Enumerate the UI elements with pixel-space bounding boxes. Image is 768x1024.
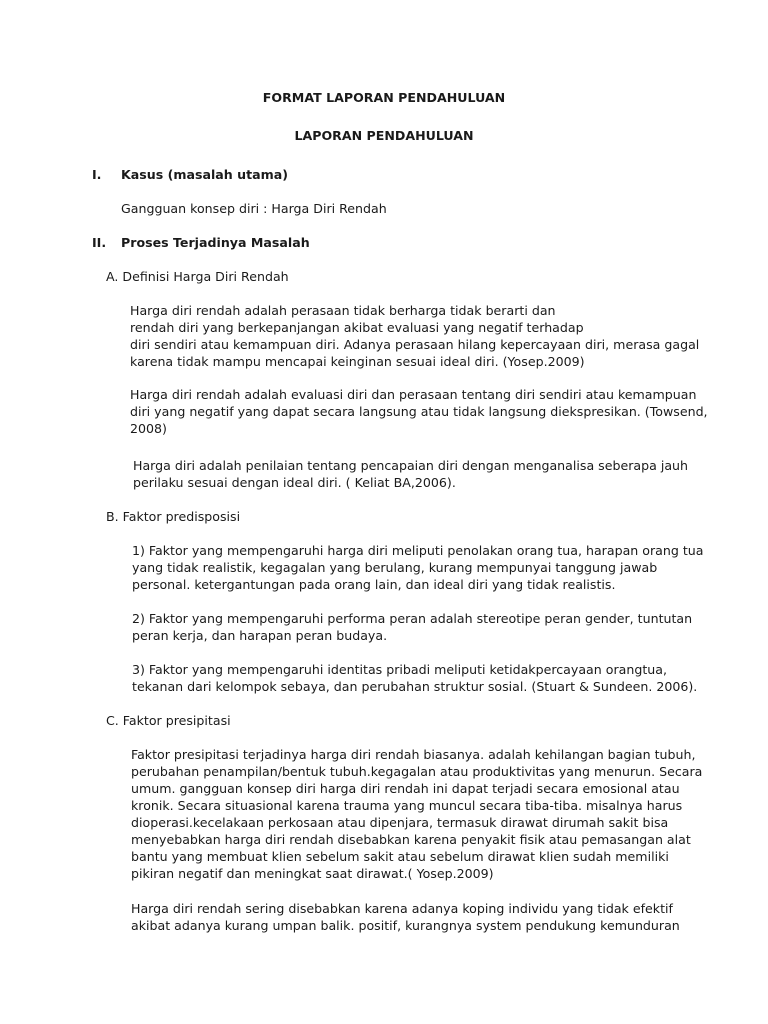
paragraph-line: Harga diri adalah penilaian tentang pencapaian diri dengan menganalisa seberapa jauh xyxy=(133,458,689,473)
paragraph-line: tekanan dari kelompok sebaya, dan perubahan struktur sosial. (Stuart & Sundeen. 2006). xyxy=(132,679,698,694)
section-2-number: II. xyxy=(92,235,107,250)
subsection-a-heading: A. Definisi Harga Diri Rendah xyxy=(106,269,289,284)
paragraph-line: Faktor presipitasi terjadinya harga diri rendah biasanya. adalah kehilangan bagian tubuh, xyxy=(131,747,696,762)
paragraph-line: perilaku sesuai dengan ideal diri. ( Keliat BA,2006). xyxy=(133,475,456,490)
paragraph-line: personal. ketergantungan pada orang lain, dan ideal diri yang tidak realistis. xyxy=(132,577,616,592)
section-1-number: I. xyxy=(92,167,102,182)
section-2-heading: Proses Terjadinya Masalah xyxy=(121,235,310,250)
paragraph-line: akibat adanya kurang umpan balik. positif, kurangnya system pendukung kemunduran xyxy=(131,918,680,933)
paragraph-line: yang tidak realistik, kegagalan yang berulang, kurang mempunyai tanggung jawab xyxy=(132,560,658,575)
paragraph-line: 1) Faktor yang mempengaruhi harga diri meliputi penolakan orang tua, harapan orang tua xyxy=(132,543,704,558)
document-subtitle: LAPORAN PENDAHULUAN xyxy=(294,128,474,143)
paragraph-line: diri yang negatif yang dapat secara langsung atau tidak langsung diekspresikan. (Towsend, xyxy=(130,404,708,419)
section-1-body: Gangguan konsep diri : Harga Diri Rendah xyxy=(121,201,387,216)
paragraph-line: umum. gangguan konsep diri harga diri rendah ini dapat terjadi secara emosional atau xyxy=(131,781,680,796)
paragraph-line: Harga diri rendah adalah perasaan tidak berharga tidak berarti dan xyxy=(130,303,556,318)
section-1-heading: Kasus (masalah utama) xyxy=(121,167,288,182)
paragraph-line: pikiran negatif dan meningkat saat dirawat.( Yosep.2009) xyxy=(131,866,494,881)
document-title: FORMAT LAPORAN PENDAHULUAN xyxy=(262,90,506,105)
paragraph-line: 2) Faktor yang mempengaruhi performa peran adalah stereotipe peran gender, tuntutan xyxy=(132,611,693,626)
paragraph-line: bantu yang membuat klien sebelum sakit atau sebelum dirawat klien sudah memiliki xyxy=(131,849,669,864)
paragraph-line: peran kerja, dan harapan peran budaya. xyxy=(132,628,388,643)
paragraph-line: diri sendiri atau kemampuan diri. Adanya perasaan hilang kepercayaan diri, merasa gagal xyxy=(130,337,700,352)
paragraph-line: Harga diri rendah adalah evaluasi diri dan perasaan tentang diri sendiri atau kemampuan xyxy=(130,387,697,402)
paragraph-line: menyebabkan harga diri rendah disebabkan karena penyakit fisik atau pemasangan alat xyxy=(131,832,691,847)
paragraph-line: rendah diri yang berkepanjangan akibat evaluasi yang negatif terhadap xyxy=(130,320,584,335)
paragraph-line: karena tidak mampu mencapai keinginan sesuai ideal diri. (Yosep.2009) xyxy=(130,354,585,369)
paragraph-line: Harga diri rendah sering disebabkan karena adanya koping individu yang tidak efektif xyxy=(131,901,673,916)
paragraph-line: dioperasi.kecelakaan perkosaan atau dipenjara, termasuk dirawat dirumah sakit bisa xyxy=(131,815,669,830)
paragraph-line: 3) Faktor yang mempengaruhi identitas pribadi meliputi ketidakpercayaan orangtua, xyxy=(132,662,667,677)
subsection-c-heading: C. Faktor presipitasi xyxy=(106,713,231,728)
paragraph-line: kronik. Secara situasional karena trauma yang muncul secara tiba-tiba. misalnya harus xyxy=(131,798,683,813)
subsection-b-heading: B. Faktor predisposisi xyxy=(106,509,241,524)
paragraph-line: perubahan penampilan/bentuk tubuh.kegagalan atau produktivitas yang menurun. Secara xyxy=(131,764,703,779)
paragraph-line: 2008) xyxy=(130,421,167,436)
